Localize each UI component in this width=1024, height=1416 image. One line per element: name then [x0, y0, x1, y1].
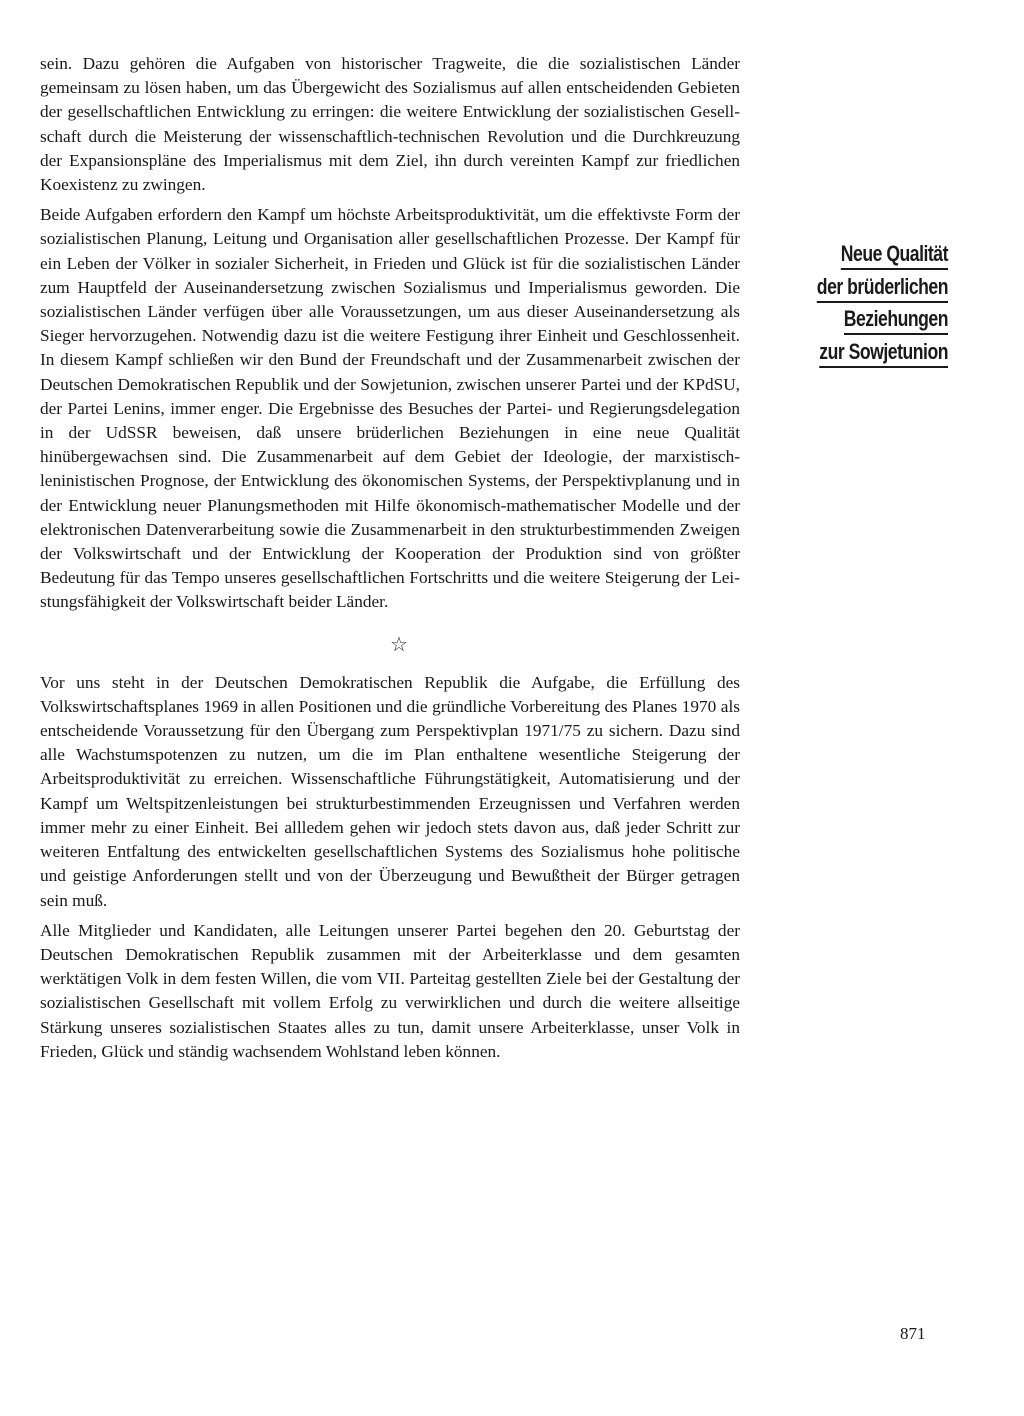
paragraph-3: Vor uns steht in der Deutschen Demokratischen Republik die Aufgabe, die Erfüllung des Volkswirtschaftsplanes 1969 in allen Positionen und die gründliche Vorbereitung des Planes 1970 als entscheidende Voraussetzung für den Übergang zum Perspektivplan 1971/75 zu sichern. Dazu sind alle Wachstumspotenzen zu nutzen, um die im Plan enthaltene wesentliche Steigerung der Arbeitsproduktivität zu erreichen. Wissenschaftliche Führungstätigkeit, Automatisierung und der Kampf um Weltspitzenleistungen bei strukturbestimmenden Erzeugnissen und Verfahren werden immer mehr zu einer Einheit. Bei allledem gehen wir jedoch stets davon aus, daß jeder Schritt zur weiteren Entfaltung des entwickelten gesellschaftlichen Systems des Sozialismus hohe politische und geistige Anforderungen stellt und von der Überzeugung und Bewußtheit der Bürger getragen sein muß.	[40, 672, 740, 910]
paragraph-1: sein. Dazu gehören die Aufgaben von historischer Tragweite, die die sozialistischen Länder gemeinsam zu lösen haben, um das Übergewicht des Sozialismus auf allen entscheidenden Gebieten der gesellschaftlichen Entwicklung zu erringen: die weitere Entwicklung der sozialistischen Gesellschaft durch die Meisterung der wissenschaftlich-technischen Revolution und die Durchkreuzung der Expansionspläne des Imperialismus mit dem Ziel, ihn durch vereinten Kampf zur friedlichen Koexistenz zu zwingen.	[40, 54, 740, 195]
page-number: 871	[900, 1324, 926, 1343]
margin-heading	[810, 238, 948, 368]
paragraph-2: Beide Aufgaben erfordern den Kampf um höchste Arbeitsproduktivität, um die effektivste Form der sozialistischen Planung, Leitung und Organisation aller gesellschaftlichen Prozesse. Der Kampf für ein Leben der Völker in sozialer Sicherheit, in Frieden und Glück ist für die sozialistischen Länder zum Hauptfeld der Auseinandersetzung zwischen Sozialismus und Imperialismus geworden. Die sozialistischen Länder verfügen über alle Voraussetzungen, um aus dieser Auseinandersetzung als Sieger hervorzugehen. Notwendig dazu ist die weitere Festigung ihrer Einheit und Geschlossenheit. In diesem Kampf schließen wir den Bund der Freundschaft und der Zusammenarbeit zwischen der Deutschen Demokratischen Republik und der Sowjetunion, zwischen unserer Partei und der KPdSU, der Partei Lenins, immer enger. Die Ergebnisse des Besuches der Partei- und Regierungsdelegation in der UdSSR beweisen, daß unsere brüderlichen Beziehungen in eine neue Qualität hinübergewachsen sind. Die Zusammenarbeit auf dem Gebiet der Ideologie, der marxistisch-leninistischen Prognose, der Entwicklung des ökonomischen Systems, der Perspektivplanung und in der Entwicklung neuer Planungsmethoden mit Hilfe ökonomisch-mathematischer Modelle und der elektronischen Datenverarbeitung sowie die Zusammenarbeit in den strukturbestimmenden Zweigen der Volkswirtschaft und der Entwicklung der Kooperation der Produktion sind von größter Bedeutung für das Tempo unseres gesellschaftlichen Fortschritts und die weitere Steigerung der Leistungsfähigkeit der Volkswirtschaft beider Länder.	[40, 205, 740, 612]
margin-heading-line-4: zur Sowjetunion	[819, 338, 948, 368]
margin-heading-line-1: Neue Qualität	[841, 240, 948, 270]
margin-heading-line-3: Beziehungen	[844, 305, 948, 335]
paragraph-4: Alle Mitglieder und Kandidaten, alle Leitungen unserer Partei begehen den 20. Geburtstag der Deutschen Demokratischen Republik zusammen mit der Arbeiterklasse und dem gesamten werktätigen Volk in dem festen Willen, die vom VII. Parteitag gestellten Ziele bei der Gestaltung der sozialistischen Gesellschaft mit vollem Erfolg zu verwirklichen und durch die weitere allseitige Stärkung unseres sozialistischen Staates alles zu tun, damit unsere Arbeiterklasse, unser Volk in Frieden, Glück und ständig wachsendem Wohlstand leben können.	[40, 920, 740, 1061]
main-text-column	[40, 52, 740, 1073]
margin-heading-line-2: der brüderlichen	[817, 273, 948, 303]
star-separator-icon: ☆	[390, 633, 408, 656]
